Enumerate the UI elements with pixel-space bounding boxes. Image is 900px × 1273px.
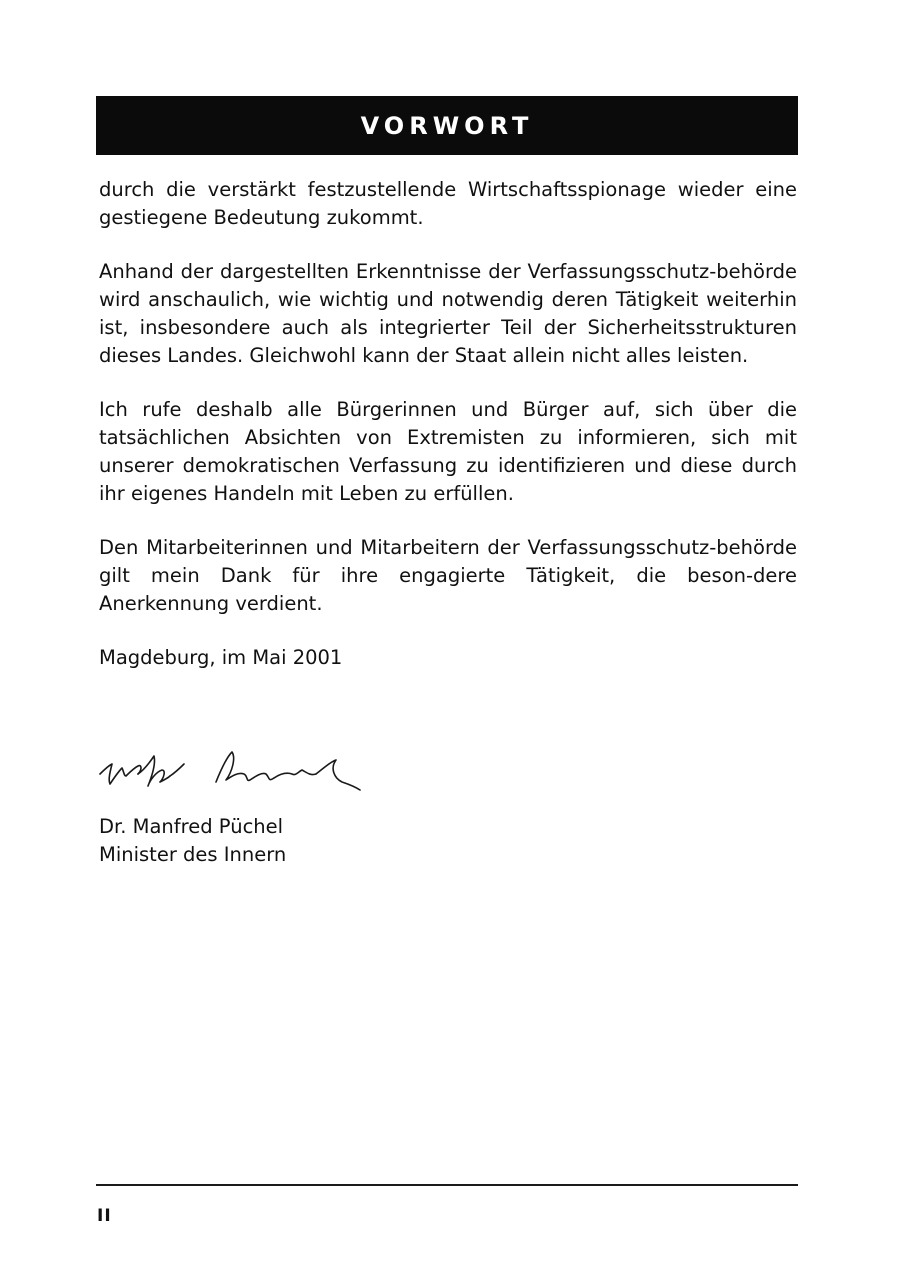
paragraph-2: Anhand der dargestellten Erkenntnisse der Verfassungsschutz-behörde wird anschaulich, wie wichtig und notwendig deren Tätigkeit weiterhin ist, insbesondere auch als integrierter Teil der Sicherheitsstrukturen dieses Landes. Gleichwohl kann der Staat allein nicht alles leisten.	[99, 260, 797, 367]
page-title: VORWORT	[360, 111, 534, 140]
paragraph-3: Ich rufe deshalb alle Bürgerinnen und Bürger auf, sich über die tatsächlichen Absichten von Extremisten zu informieren, sich mit unserer demokratischen Verfassung zu identifizieren und diese durch ihr eigenes Handeln mit Leben zu erfüllen.	[99, 398, 797, 505]
signer-role: Minister des Innern	[99, 843, 287, 866]
signer-name: Dr. Manfred Püchel	[99, 815, 284, 838]
paragraph-4: Den Mitarbeiterinnen und Mitarbeitern der Verfassungsschutz-behörde gilt mein Dank für ihre engagierte Tätigkeit, die beson-dere Anerkennung verdient.	[99, 536, 797, 615]
paragraph-1: durch die verstärkt festzustellende Wirtschaftsspionage wieder eine gestiegene Bedeutung zukommt.	[99, 178, 797, 229]
footer-divider	[96, 1184, 798, 1186]
handwritten-signature	[98, 742, 388, 802]
page-number: II	[97, 1206, 112, 1226]
preface-body	[99, 176, 797, 672]
place-date: Magdeburg, im Mai 2001	[99, 646, 343, 669]
header-bar	[96, 96, 798, 155]
signature-block	[99, 813, 286, 869]
